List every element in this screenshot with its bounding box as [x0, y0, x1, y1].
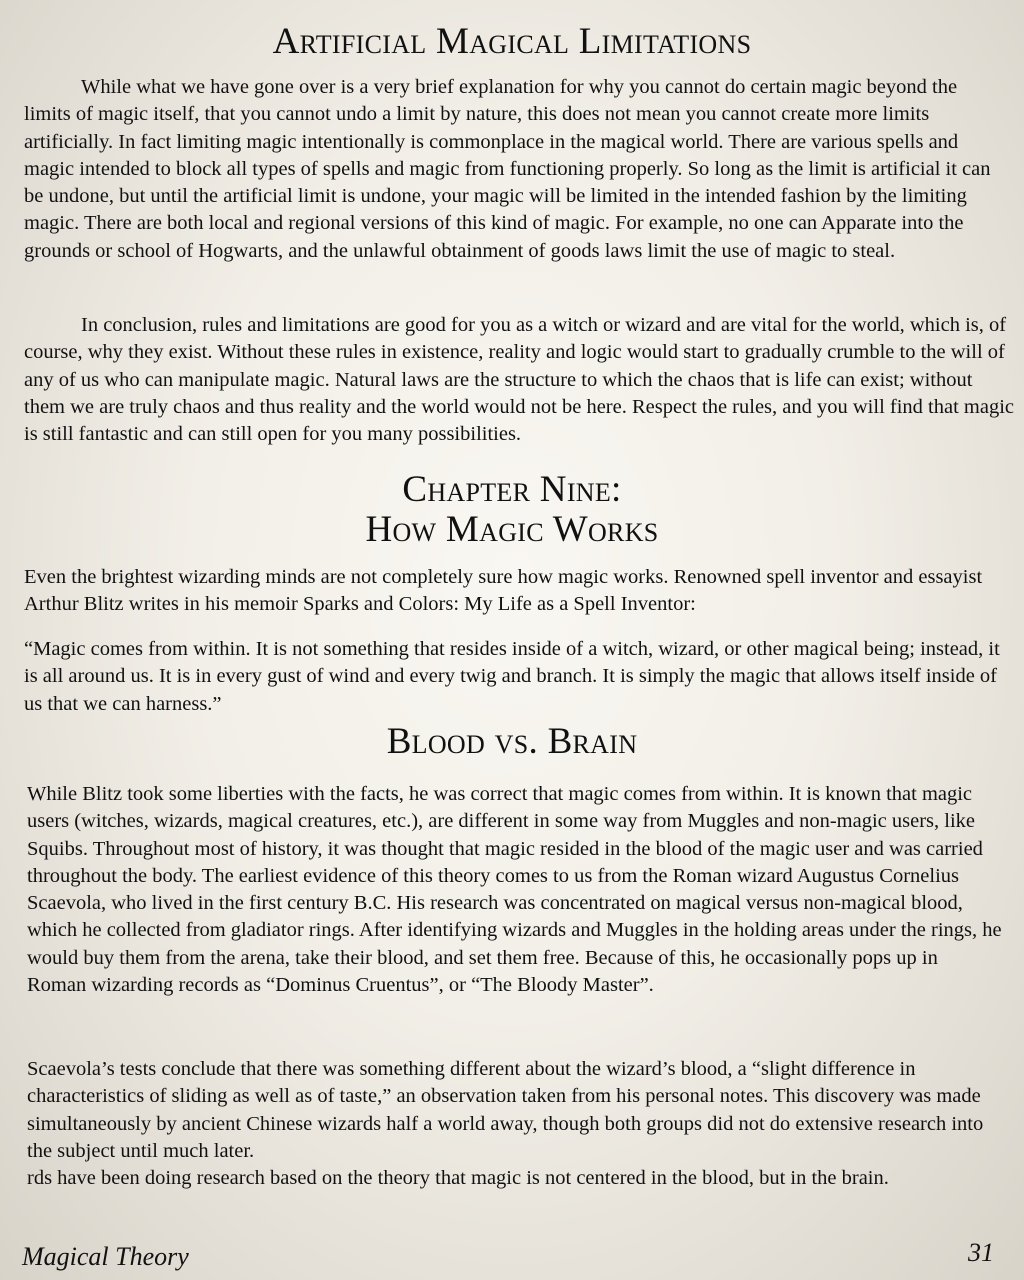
paragraph-chapter-intro: Even the brightest wizarding minds are not completely sure how magic works. Renowned spell inventor and essayist Arthur Blitz writes in his memoir Sparks and Colors: My Life as a Spell Inventor: — [24, 566, 983, 616]
section-heading-artificial-limitations: Artificial Magical Limitations — [272, 21, 752, 62]
chapter-heading-line1: Chapter Nine: — [402, 469, 622, 510]
section-heading-blood-vs-brain: Blood vs. Brain — [386, 721, 638, 762]
chapter-heading-line2: How Magic Works — [365, 509, 659, 550]
paragraph-scaevola-tests: Scaevola’s tests conclude that there was something different about the wizard’s blood, a “slight difference in characteristics of sliding as well as of taste,” an observation taken from his personal notes. This discovery was made simultaneously by ancient Chinese wizards half a world away, though both groups did not do extensive research into the subject until much later. — [27, 1058, 984, 1162]
paragraph-blood-theory: While Blitz took some liberties with the facts, he was correct that magic comes from within. It is known that magic users (witches, wizards, magical creatures, etc.), are different in some way from Muggles and non-magic users, like Squibs. Throughout most of history, it was thought that magic resided in the blood of the magic user and was carried throughout the body. The earliest evidence of this theory comes to us from the Roman wizard Augustus Cornelius Scaevola, who lived in the first century B.C. His research was concentrated on magical versus non-magical blood, which he collected from gladiator rings. After identifying wizards and Muggles in the holding areas under the rings, he would buy them from the arena, take their blood, and set them free. Because of this, he occasionally pops up in Roman wizarding records as “Dominus Cruentus”, or “The Bloody Master”. — [27, 783, 1002, 997]
paragraph-artificial-limits: While what we have gone over is a very brief explanation for why you cannot do certain magic beyond the limits of magic itself, that you cannot undo a limit by nature, this does not mean you cannot create more limits artificially. In fact limiting magic intentionally is commonplace in the magical world. There are various spells and magic intended to block all types of spells and magic from functioning properly. So long as the limit is artificial it can be undone, but until the artificial limit is undone, your magic will be limited in the intended fashion by the limiting magic. There are both local and regional versions of this kind of magic. For example, no one can Apparate into the grounds or school of Hogwarts, and the unlawful obtainment of goods laws limit the use of magic to steal. — [24, 76, 991, 262]
blitz-quote: “Magic comes from within. It is not something that resides inside of a witch, wizard, or other magical being; instead, it is all around us. It is in every gust of wind and every twig and branch. It is simply the magic that allows itself inside of us that we can harness.” — [24, 638, 1000, 715]
paragraph-conclusion: In conclusion, rules and limitations are good for you as a witch or wizard and are vital for the world, which is, of course, why they exist. Without these rules in existence, reality and logic would start to gradually crumble to the will of any of us who can manipulate magic. Natural laws are the structure to which the chaos that is life can exist; without them we are truly chaos and thus reality and the world would not be here. Respect the rules, and you will find that magic is still fantastic and can still open for you many possibilities. — [24, 314, 1014, 446]
footer-book-title: Magical Theory — [22, 1242, 189, 1271]
footer-page-number: 31 — [968, 1238, 994, 1267]
paragraph-brain-theory: rds have been doing research based on the theory that magic is not centered in the blood, but in the brain. — [27, 1167, 889, 1189]
